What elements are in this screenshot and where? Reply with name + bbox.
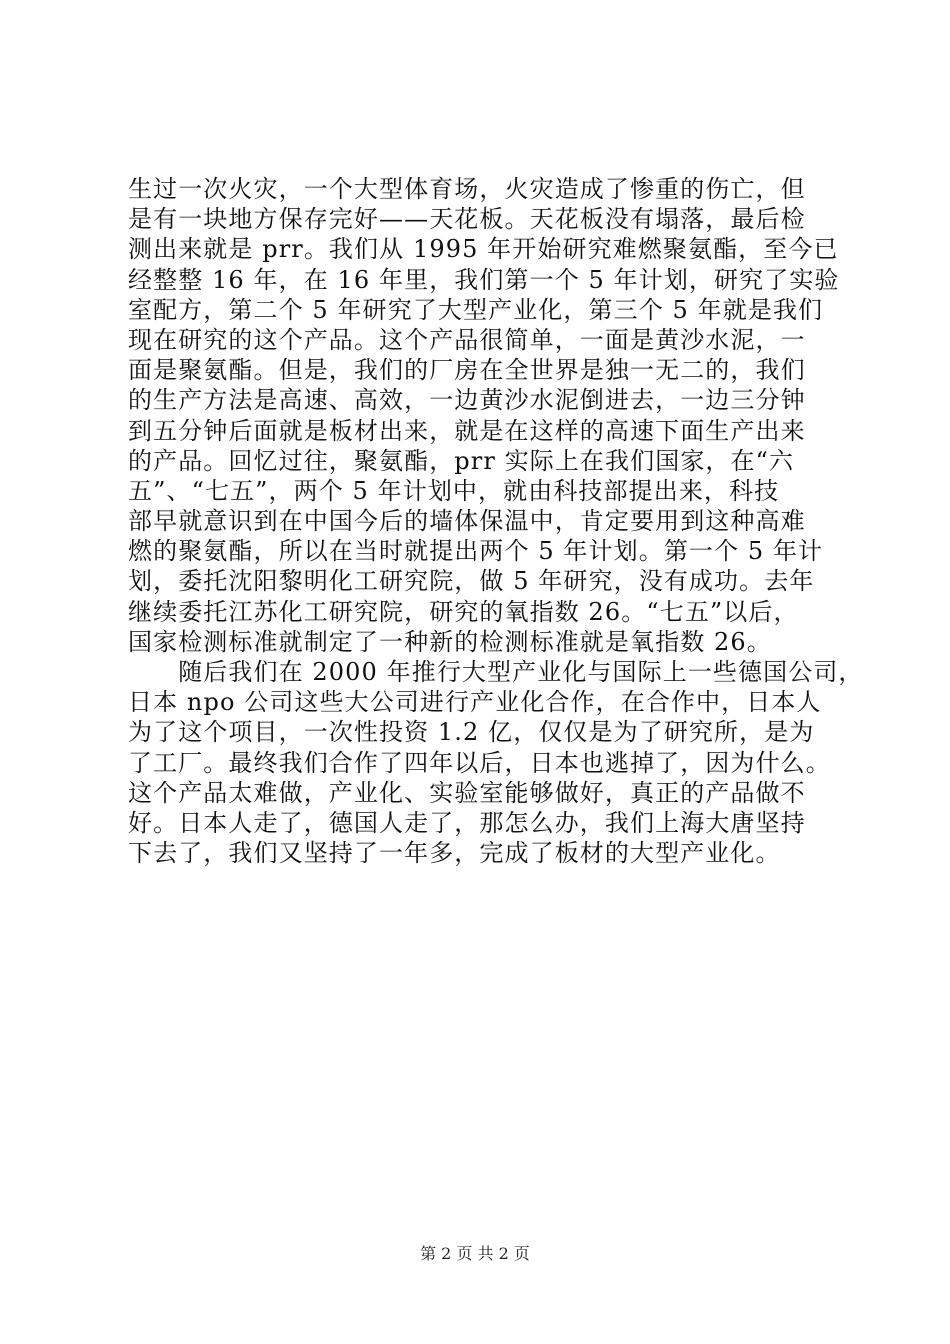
text-line: 日本 npo 公司这些大公司进行产业化合作，在合作中，日本人 <box>128 688 822 717</box>
text-line: 随后我们在 2000 年推行大型产业化与国际上一些德国公司， <box>128 658 864 686</box>
text-line: 室配方，第二个 5 年研究了大型产业化，第三个 5 年就是我们 <box>128 295 824 324</box>
text-line: 这个产品太难做，产业化、实验室能够做好，真正的产品做不 <box>128 778 806 807</box>
text-line: 了工厂。最终我们合作了四年以后，日本也逃掉了，因为什么。 <box>128 748 831 777</box>
text-line: 燃的聚氨酯，所以在当时就提出两个 5 年计划。第一个 5 年计 <box>128 537 824 566</box>
text-line: 现在研究的这个产品。这个产品很简单，一面是黄沙水泥，一 <box>128 325 806 354</box>
text-line: 生过一次火灾，一个大型体育场，火灾造成了惨重的伤亡，但 <box>128 175 806 203</box>
text-line: 测出来就是 prr。我们从 1995 年开始研究难燃聚氨酯，至今已 <box>128 235 839 264</box>
text-line: 面是聚氨酯。但是，我们的厂房在全世界是独一无二的，我们 <box>128 356 806 385</box>
text-line: 部早就意识到在中国今后的墙体保温中，肯定要用到这种高难 <box>128 507 806 536</box>
text-line: 划，委托沈阳黎明化工研究院，做 5 年研究，没有成功。去年 <box>128 567 815 596</box>
text-line: 继续委托江苏化工研究院，研究的氧指数 26。“七五”以后， <box>128 597 799 626</box>
text-line: 为了这个项目，一次性投资 1.2 亿，仅仅是为了研究所，是为 <box>128 718 815 747</box>
page-footer <box>0 1244 950 1264</box>
text-line: 到五分钟后面就是板材出来，就是在这样的高速下面生产出来 <box>128 416 806 445</box>
body-text <box>128 174 864 868</box>
text-line: 是有一块地方保存完好——天花板。天花板没有塌落，最后检 <box>128 205 806 234</box>
text-line: 下去了，我们又坚持了一年多，完成了板材的大型产业化。 <box>128 839 781 868</box>
text-line: 五”、“七五”，两个 5 年计划中，就由科技部提出来，科技 <box>128 476 780 505</box>
text-line: 的生产方法是高速、高效，一边黄沙水泥倒进去，一边三分钟 <box>128 386 806 415</box>
page-number-label: 第 2 页 共 2 页 <box>420 1244 530 1263</box>
text-line: 的产品。回忆过往，聚氨酯，prr 实际上在我们国家，在“六 <box>128 446 795 475</box>
text-line: 国家检测标准就制定了一种新的检测标准就是氧指数 26。 <box>128 627 772 656</box>
text-line: 经整整 16 年，在 16 年里，我们第一个 5 年计划，研究了实验 <box>128 265 840 294</box>
text-line: 好。日本人走了，德国人走了，那怎么办，我们上海大唐坚持 <box>128 808 806 837</box>
